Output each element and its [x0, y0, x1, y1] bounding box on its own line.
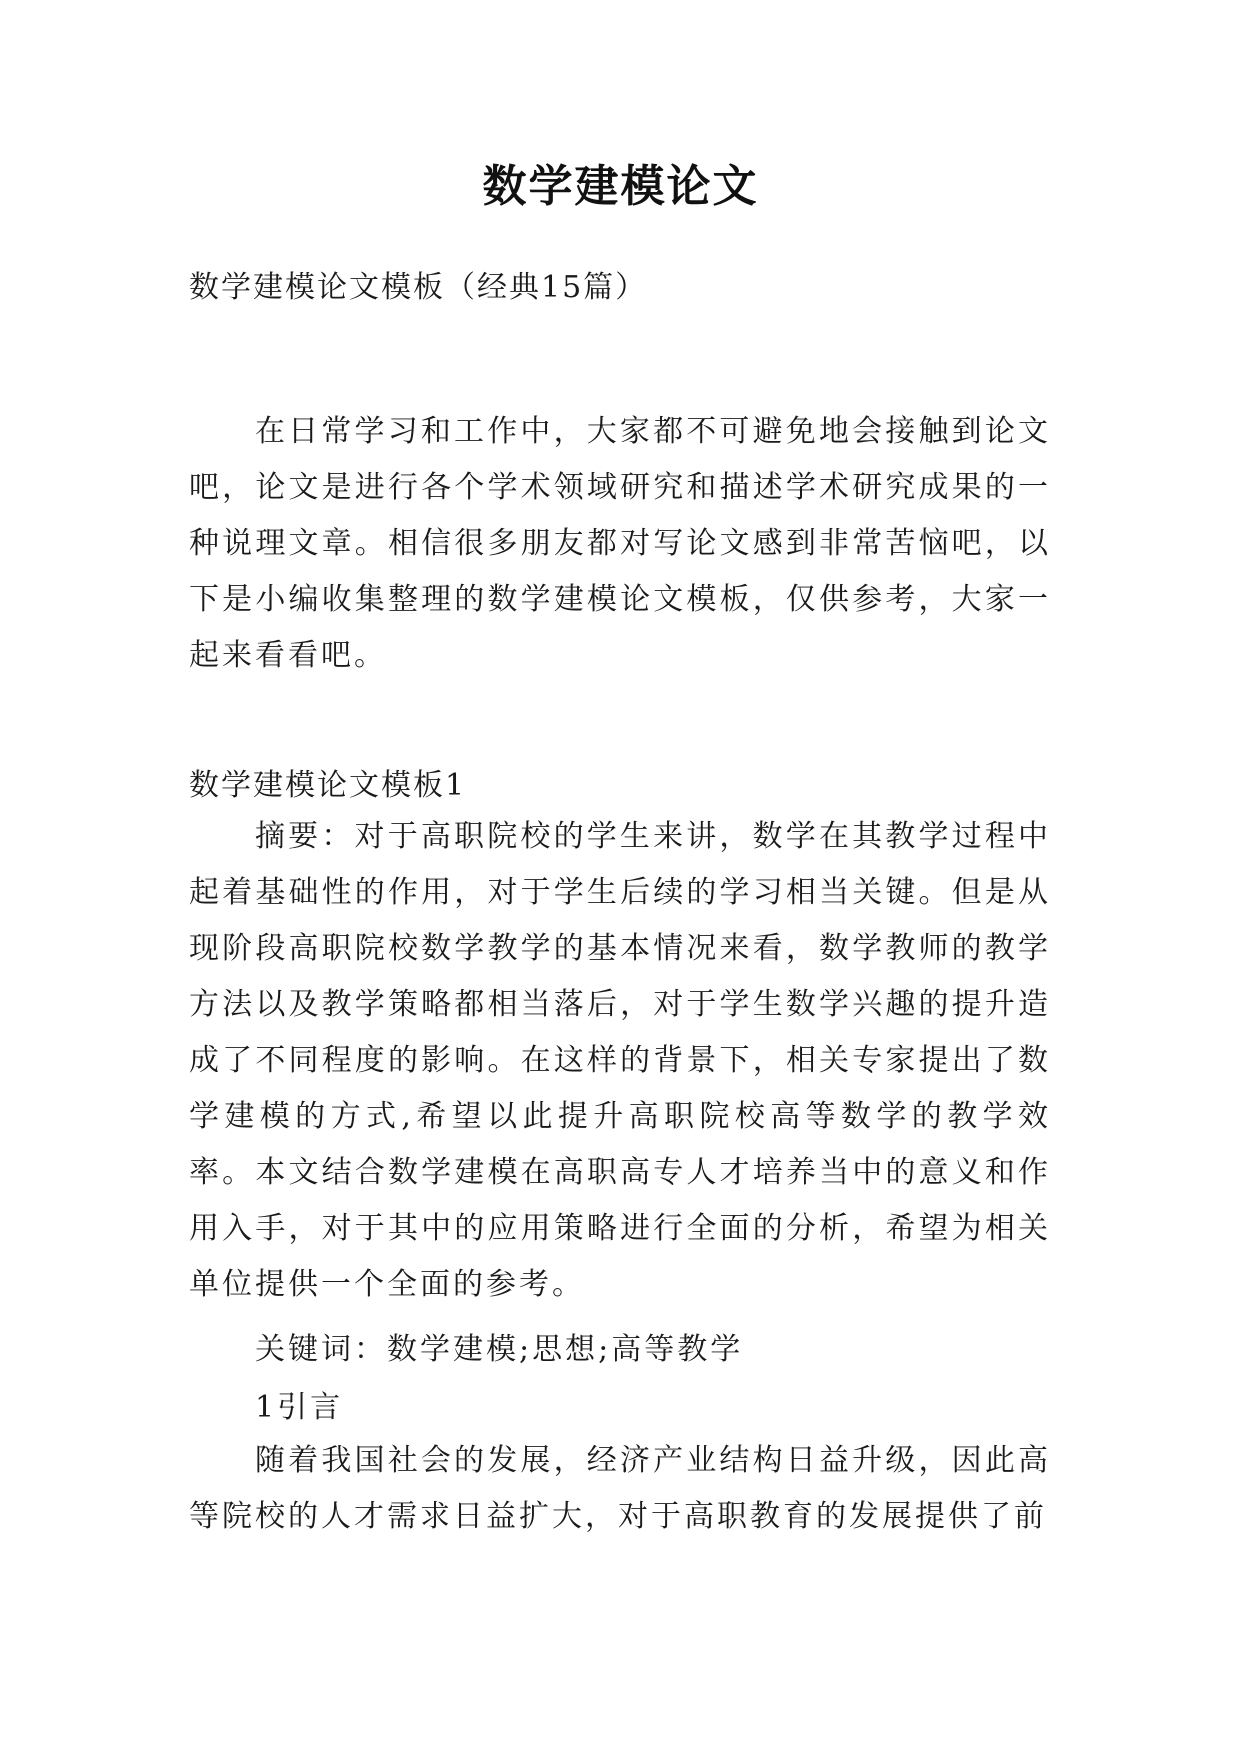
heading-introduction: 1引言: [255, 1390, 344, 1425]
body-paragraph: 随着我国社会的发展，经济产业结构日益升级，因此高等院校的人才需求日益扩大，对于高职教育的发展提供了前: [189, 1443, 1051, 1534]
keywords-line: 关键词：数学建模;思想;高等教学: [255, 1332, 744, 1367]
document-title: 数学建模论文: [482, 161, 759, 212]
abstract-paragraph: 摘要：对于高职院校的学生来讲，数学在其教学过程中起着基础性的作用，对于学生后续的学习相当关键。但是从现阶段高职院校数学教学的基本情况来看，数学教师的教学方法以及教学策略都相当落后，对于学生数学兴趣的提升造成了不同程度的影响。在这样的背景下，相关专家提出了数学建模的方式,希望以此提升高职院校高等数学的教学效率。本文结合数学建模在高职高专人才培养当中的意义和作用入手，对于其中的应用策略进行全面的分析，希望为相关单位提供一个全面的参考。: [189, 819, 1051, 1302]
section-heading: 数学建模论文模板1: [189, 768, 467, 803]
document-subtitle: 数学建模论文模板（经典15篇）: [189, 270, 648, 305]
intro-paragraph: 在日常学习和工作中，大家都不可避免地会接触到论文吧，论文是进行各个学术领域研究和描述学术研究成果的一种说理文章。相信很多朋友都对写论文感到非常苦恼吧，以下是小编收集整理的数学建模论文模板，仅供参考，大家一起来看看吧。: [189, 414, 1051, 673]
